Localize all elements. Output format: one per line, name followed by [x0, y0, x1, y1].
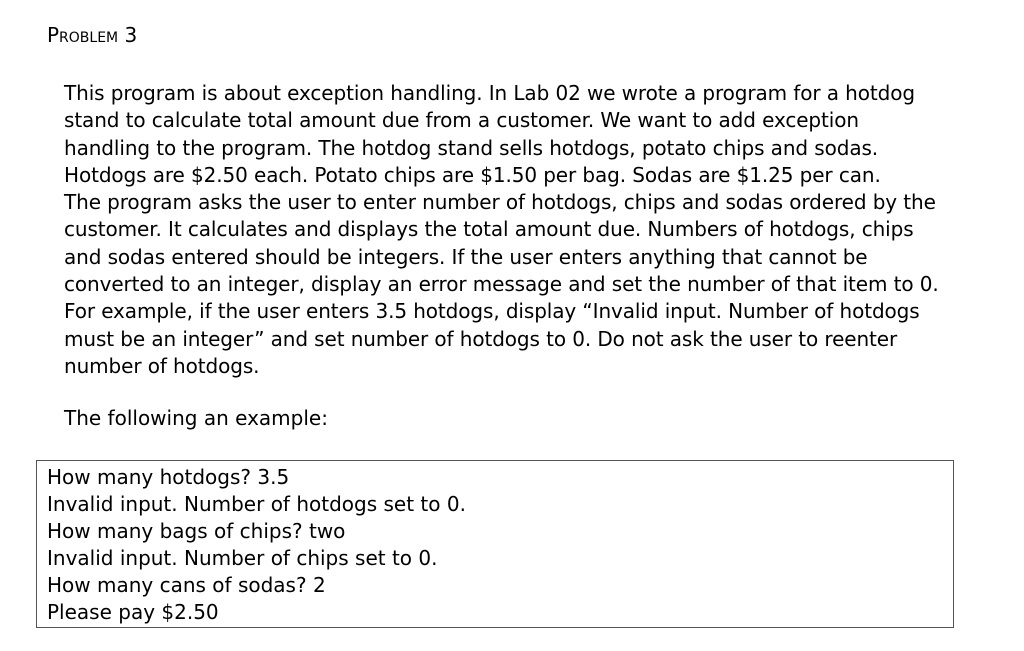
- description-line: This program is about exception handling. In Lab 02 we wrote a program for a hotdog: [64, 81, 915, 105]
- description-line: number of hotdogs.: [64, 353, 260, 378]
- example-line: How many bags of chips? two: [47, 519, 346, 543]
- example-line: How many cans of sodas? 2: [47, 573, 326, 597]
- description-line: must be an integer” and set number of hotdogs to 0. Do not ask the user to reenter: [64, 326, 898, 351]
- example-line: Invalid input. Number of chips set to 0.: [47, 546, 438, 570]
- description-line: converted to an integer, display an error message and set the number of that item to 0.: [64, 272, 939, 297]
- example-intro: The following an example:: [64, 406, 328, 430]
- example-line: Invalid input. Number of hotdogs set to 0.: [47, 492, 466, 516]
- description-line: stand to calculate total amount due from a customer. We want to add exception: [64, 108, 859, 133]
- problem-heading: Problem 3: [47, 23, 138, 47]
- example-output-box: [36, 460, 954, 628]
- example-line: Please pay $2.50: [47, 600, 219, 624]
- description-line: Hotdogs are $2.50 each. Potato chips are $1.50 per bag. Sodas are $1.25 per can.: [64, 162, 881, 187]
- description-line: The program asks the user to enter number of hotdogs, chips and sodas ordered by the: [64, 190, 936, 215]
- description-line: handling to the program. The hotdog stand sells hotdogs, potato chips and sodas.: [64, 135, 879, 160]
- problem-description: [64, 80, 944, 380]
- description-line: For example, if the user enters 3.5 hotdogs, display “Invalid input. Number of hotdogs: [64, 299, 920, 324]
- description-line: and sodas entered should be integers. If the user enters anything that cannot be: [64, 244, 868, 269]
- description-line: customer. It calculates and displays the total amount due. Numbers of hotdogs, chips: [64, 217, 914, 242]
- example-line: How many hotdogs? 3.5: [47, 465, 290, 489]
